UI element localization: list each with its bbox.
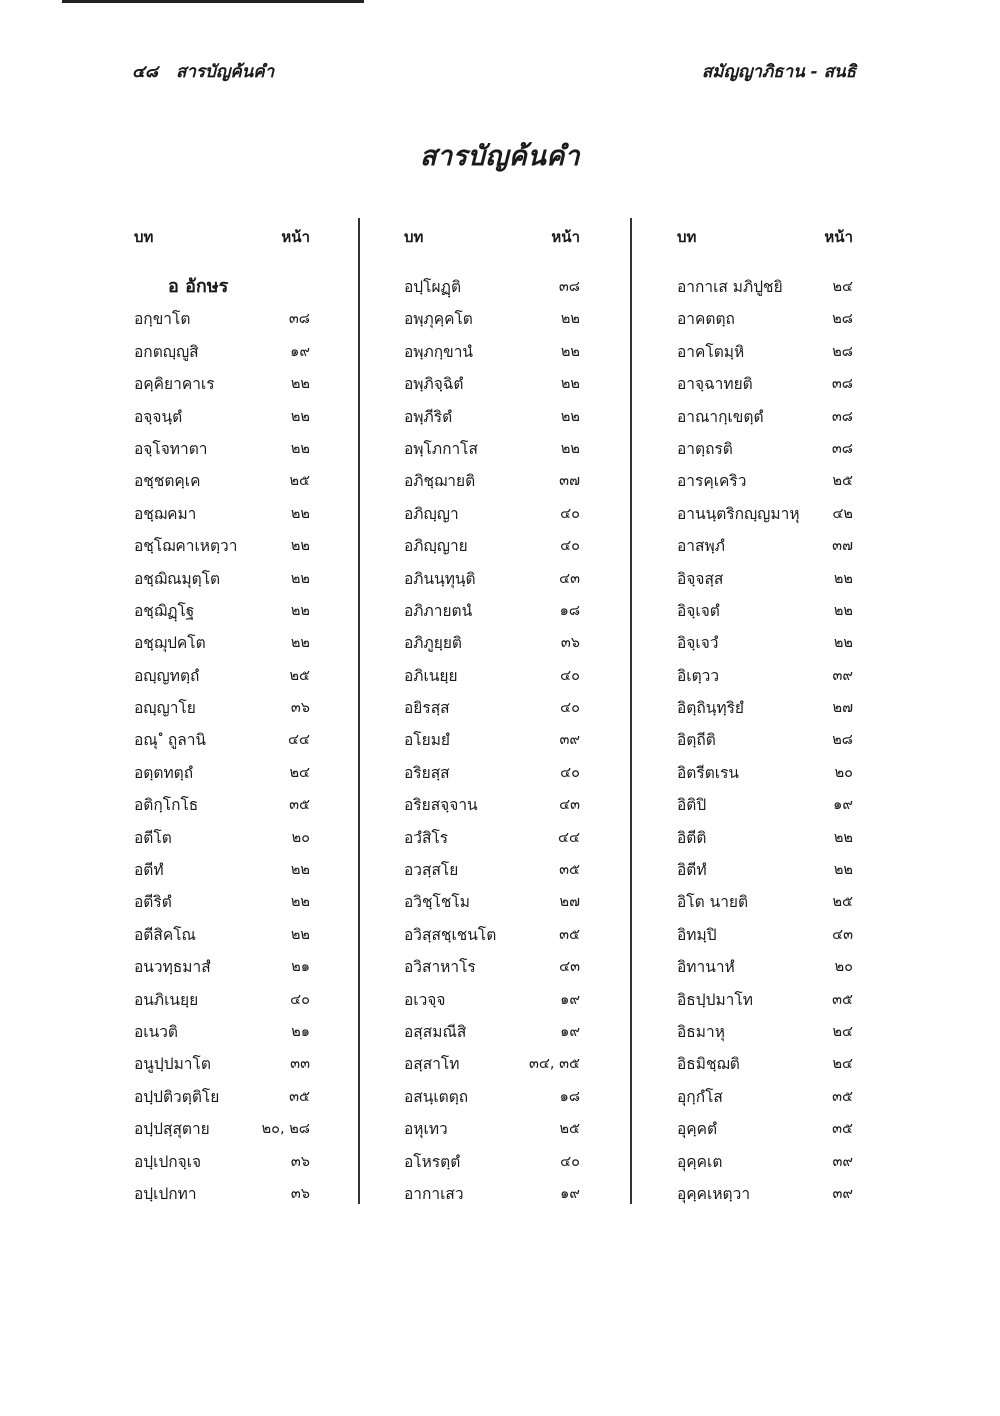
entry-term: อิตีทํ [677,861,707,880]
index-entry [134,595,310,627]
entry-term: อริยสจฺจาน [404,796,478,815]
entry-page: ๔๐ [560,1153,580,1170]
entry-page: ๒๔ [832,1056,853,1073]
column-header-term: บท [677,228,697,246]
entry-term: อุคฺคตํ [677,1120,718,1139]
index-entry [404,433,580,465]
index-entry [404,1048,580,1080]
entry-page: ๒๒ [560,311,580,328]
entry-term: อิทมฺปิ [677,925,717,944]
entry-page: ๓๘ [558,279,580,295]
entry-page: ๒๒ [290,570,310,587]
index-column-2 [404,225,580,1210]
index-entry [677,368,853,400]
index-entry [404,1113,580,1145]
section-heading [134,271,310,303]
entry-page: ๒๒ [560,376,580,393]
entry-term: อิตีติ [677,828,707,847]
index-entry [404,498,580,530]
entry-page: ๒๒ [290,408,310,425]
entry-term: อเวจฺจ [404,990,446,1009]
index-entry [677,757,853,789]
index-entry [134,757,310,789]
index-entry [134,886,310,918]
index-entry [677,303,853,335]
index-entry [677,498,853,530]
index-entry [134,692,310,724]
entry-page: ๒๐ [834,764,853,781]
index-entry [404,1016,580,1048]
index-entry [677,919,853,951]
index-entry [404,368,580,400]
entry-term: อนูปฺปมาโต [134,1055,211,1074]
entry-page: ๒๒ [833,635,853,652]
index-entry [134,660,310,692]
index-entry [404,822,580,854]
entry-page: ๓๙ [832,1153,853,1170]
entry-page: ๒๔ [832,1023,853,1040]
index-entry [677,692,853,724]
entry-page: ๑๙ [290,343,310,360]
entry-term: อวสฺสโย [404,861,459,880]
entry-term: อติกฺโกโธ [134,796,199,815]
entry-page: ๒๔ [832,279,853,295]
entry-term: อณุ ํ ถูลานิ [134,731,207,750]
entry-term: อุคฺคเต [677,1152,723,1171]
entry-page: ๒๒ [290,862,310,879]
entry-term: อาคตตฺถ [677,310,735,329]
entry-term: อพฺภีริตํ [404,407,453,426]
entry-term: อสนฺเตตฺถ [404,1087,469,1106]
running-header-left-title: สารบัญค้นคำ [175,62,275,82]
index-entry [134,789,310,821]
entry-page: ๒๒ [290,602,310,619]
entry-term: อจฺโจทาตา [134,439,208,458]
entry-list [134,271,310,1210]
column-header-term: บท [404,228,424,246]
running-header [132,58,856,88]
index-entry [134,336,310,368]
entry-page: ๒๒ [833,602,853,619]
entry-term: อุกฺกํโส [677,1087,723,1106]
index-entry [677,530,853,562]
entry-term: อิติปิ [677,796,707,815]
index-entry [134,822,310,854]
index-entry [134,303,310,335]
entry-term: อิธมิชฺฌติ [677,1055,740,1074]
entry-page: ๓๖ [560,635,580,652]
entry-term: อสฺสมณีสิ [404,1022,467,1041]
entry-page: ๑๙ [560,1023,580,1040]
entry-page: ๑๘ [559,1088,580,1105]
index-entry [677,854,853,886]
entry-page: ๓๗ [559,473,580,490]
index-entry [134,854,310,886]
index-column-3 [677,225,853,1210]
index-entry [677,465,853,497]
index-entry [134,1178,310,1210]
entry-page: ๔๓ [559,570,580,587]
entry-page: ๒๗ [559,894,580,911]
entry-term: อพฺภุคฺคโต [404,310,473,329]
index-entry [677,1113,853,1145]
index-entry [677,433,853,465]
index-entry [404,401,580,433]
index-entry [677,336,853,368]
entry-page: ๑๙ [560,1185,580,1202]
index-entry [404,789,580,821]
entry-term: อภิภูยฺยติ [404,634,462,653]
entry-term: อจฺจนฺตํ [134,407,183,426]
index-column-1 [134,225,310,1210]
entry-term: อิตฺถินฺทฺริยํ [677,699,744,718]
entry-term: อโยมยํ [404,731,451,750]
entry-term: อสฺสาโท [404,1055,460,1074]
index-entry [677,1081,853,1113]
entry-page: ๒๗ [832,700,853,717]
index-entry [677,1016,853,1048]
index-entry [677,595,853,627]
entry-term: อิเตฺวว [677,666,720,685]
index-entry [404,951,580,983]
entry-page: ๑๙ [833,797,853,814]
entry-page: ๓๙ [832,667,853,684]
entry-term: อภิภายตนํ [404,601,473,620]
column-header-page: หน้า [824,228,853,246]
entry-term: อตีทํ [134,861,164,880]
index-entry [677,401,853,433]
entry-term: อยิรสฺส [404,699,450,718]
index-entry [677,951,853,983]
entry-term: อชฺฌคมา [134,504,197,523]
entry-term: อาสพฺภํ [677,537,725,556]
index-entry [404,1081,580,1113]
index-entry [404,886,580,918]
entry-page: ๒๒ [833,862,853,879]
entry-page: ๒๐, ๒๘ [261,1121,310,1138]
page-number: ๔๘ [132,62,158,82]
entry-term: อิโต นายติ [677,893,749,912]
index-entry [404,692,580,724]
entry-page: ๓๕ [289,797,310,814]
column-header [677,225,853,249]
index-entry [404,627,580,659]
entry-term: อารคฺเคริว [677,472,747,491]
entry-term: อิจฺเจวํ [677,634,719,653]
entry-page: ๓๖ [290,1153,310,1170]
entry-page: ๔๐ [560,667,580,684]
entry-page: ๔๒ [832,505,853,522]
index-entry [677,724,853,756]
entry-term: อกตญฺญูสิ [134,342,199,361]
index-entry [404,595,580,627]
entry-page: ๓๙ [832,1185,853,1202]
index-entry [134,1146,310,1178]
entry-page: ๒๘ [832,311,853,328]
entry-page: ๓๕ [289,1088,310,1105]
entry-page: ๓๖ [290,700,310,717]
index-entry [677,1178,853,1210]
entry-term: อชฺฌิฏฺโฐ [134,601,195,620]
entry-term: อตฺตทตฺถํ [134,763,194,782]
entry-page: ๒๒ [290,538,310,555]
entry-page: ๓๙ [559,732,580,749]
index-entry [677,886,853,918]
entry-page: ๒๘ [832,343,853,360]
entry-term: อิจฺจสฺส [677,569,724,588]
entry-term: อหุเทว [404,1120,448,1139]
entry-page: ๒๒ [833,570,853,587]
entry-term: อิธมาหุ [677,1022,725,1041]
entry-term: อชฺชตคฺเค [134,472,201,491]
entry-page: ๓๓ [290,1056,310,1073]
index-entry [134,627,310,659]
entry-term: อชฺฌิณมุตฺโต [134,569,221,588]
entry-term: อญฺญาโย [134,699,196,718]
entry-page: ๒๑ [291,959,310,976]
entry-page: ๒๒ [560,440,580,457]
entry-term: อาตฺถรติ [677,439,733,458]
entry-list [404,271,580,1210]
index-entry [677,660,853,692]
entry-page: ๓๘ [831,440,853,457]
entry-term: อปฺปสฺสุตาย [134,1120,210,1139]
entry-page: ๒๒ [833,829,853,846]
entry-page: ๓๕ [559,926,580,943]
index-entry [404,1178,580,1210]
entry-term: อกฺขาโต [134,310,191,329]
entry-page: ๒๒ [290,505,310,522]
entry-page: ๓๕ [832,991,853,1008]
column-header-page: หน้า [551,228,580,246]
entry-term: อวิชฺโชโม [404,893,470,912]
running-header-right-title: สมัญญาภิธาน - สนธิ [701,62,856,82]
entry-term: อาจฺฉาทยติ [677,375,753,394]
entry-term: อพฺภิจฺฉิตํ [404,375,464,394]
entry-term: อตีริตํ [134,893,172,912]
entry-term: อภิญฺญาย [404,537,468,556]
entry-page: ๓๕ [832,1121,853,1138]
entry-page: ๒๕ [832,473,853,490]
entry-page: ๔๐ [560,538,580,555]
entry-term: อากาเส มภิปูชยิ [677,278,783,296]
entry-page: ๓๘ [288,311,310,328]
entry-page: ๓๕ [559,862,580,879]
entry-page: ๒๒ [560,408,580,425]
index-entry [404,724,580,756]
column-header [134,225,310,249]
entry-page: ๔๓ [559,797,580,814]
entry-page: ๔๐ [560,700,580,717]
index-entry [134,1048,310,1080]
entry-term: อิตฺถีติ [677,731,716,750]
entry-page: ๒๒ [290,635,310,652]
entry-page: ๒๕ [832,894,853,911]
index-entry [677,984,853,1016]
entry-term: อชฺฌุปคโต [134,634,206,653]
index-entry [134,919,310,951]
entry-term: อปฺเปกจฺเจ [134,1152,202,1171]
column-header-term: บท [134,228,154,246]
index-entry [134,401,310,433]
column-header-page: หน้า [281,228,310,246]
entry-page: ๒๒ [560,343,580,360]
index-entry [404,919,580,951]
entry-term: อตีโต [134,828,172,847]
entry-term: อคฺคิยาคาเร [134,375,215,394]
index-entry [404,1146,580,1178]
entry-page: ๔๐ [290,991,310,1008]
index-entry [134,433,310,465]
entry-page: ๒๒ [290,926,310,943]
entry-page: ๒๐ [291,829,310,846]
entry-page: ๓๔, ๓๕ [529,1056,580,1073]
entry-term: อปฺโผฏฺติ [404,278,462,296]
index-entry [404,854,580,886]
entry-term: อภินนฺทุนฺติ [404,569,476,588]
entry-page: ๓๘ [831,376,853,393]
entry-page: ๔๔ [558,829,580,846]
entry-term: อชฺโฌคาเหตฺวา [134,537,238,556]
index-entry [677,1146,853,1178]
entry-page: ๓๗ [832,538,853,555]
entry-page: ๒๔ [289,764,310,781]
entry-page: ๒๒ [290,376,310,393]
entry-page: ๑๙ [560,991,580,1008]
index-entry [404,271,580,303]
entry-page: ๒๘ [832,732,853,749]
index-entry [134,563,310,595]
entry-page: ๔๐ [560,764,580,781]
top-rule [62,0,364,3]
entry-page: ๔๔ [288,732,310,749]
entry-term: อิตรีตเรน [677,763,739,782]
entry-page: ๒๐ [834,959,853,976]
entry-page: ๓๖ [290,1185,310,1202]
entry-term: อิธปฺปมาโท [677,990,753,1009]
index-entry [134,498,310,530]
column-divider [630,218,632,1204]
index-entry [134,724,310,756]
index-entry [404,465,580,497]
index-entry [134,1081,310,1113]
index-entry [677,1048,853,1080]
entry-term: อภิญฺญา [404,504,459,523]
index-entry [404,303,580,335]
entry-term: อานนฺตริกญฺญมาหุ [677,504,800,523]
entry-page: ๓๕ [832,1088,853,1105]
index-entry [134,530,310,562]
entry-term: อิจฺเจตํ [677,601,720,620]
page-title: สารบัญค้นคำ [419,141,581,172]
entry-term: อวํสิโร [404,828,449,847]
entry-term: อนวทฺธมาสํ [134,958,211,977]
entry-term: อญฺญทตฺถํ [134,666,200,685]
index-entry [677,563,853,595]
entry-term: อโหรตฺตํ [404,1152,461,1171]
entry-page: ๒๑ [291,1023,310,1040]
entry-term: อริยสฺส [404,763,450,782]
section-heading-label: อ อักษร [168,276,229,297]
index-entry [404,336,580,368]
index-entry [134,1113,310,1145]
index-entry [677,822,853,854]
entry-term: อตีสิคโณ [134,925,196,944]
entry-term: อวิสฺสชฺเชนโต [404,925,497,944]
index-entry [134,951,310,983]
entry-page: ๔๓ [559,959,580,976]
entry-term: อาคโตมฺหิ [677,342,745,361]
entry-term: อนภิเนยฺย [134,990,199,1009]
entry-page: ๒๕ [289,473,310,490]
index-entry [404,757,580,789]
entry-page: ๒๕ [289,667,310,684]
index-entry [677,627,853,659]
index-entry [134,465,310,497]
index-entry [134,368,310,400]
entry-term: อภิเนยฺย [404,666,458,685]
entry-term: อพฺโภกาโส [404,439,478,458]
entry-term: อวิสาหาโร [404,958,476,977]
entry-page: ๒๒ [290,440,310,457]
index-entry [677,271,853,303]
entry-term: อาณากฺเขตฺตํ [677,407,764,426]
entry-list [677,271,853,1210]
entry-term: อเนวติ [134,1022,178,1041]
running-header-left [132,58,274,85]
entry-term: อากาเสว [404,1184,464,1203]
entry-page: ๓๘ [831,408,853,425]
index-entry [404,984,580,1016]
entry-page: ๒๕ [559,1121,580,1138]
entry-term: อปฺปติวตฺติโย [134,1087,220,1106]
entry-page: ๑๘ [559,602,580,619]
column-divider [358,218,360,1204]
index-entry [134,984,310,1016]
entry-term: อพฺภกฺขานํ [404,342,474,361]
index-entry [134,1016,310,1048]
entry-term: อุคฺคเหตฺวา [677,1184,751,1203]
column-header [404,225,580,249]
entry-page: ๔๓ [832,926,853,943]
index-entry [404,660,580,692]
index-entry [677,789,853,821]
entry-term: อปฺเปกทา [134,1184,197,1203]
entry-term: อิทานาหํ [677,958,735,977]
index-entry [404,530,580,562]
entry-page: ๒๒ [290,894,310,911]
entry-term: อภิชฺฌายติ [404,472,476,491]
index-entry [404,563,580,595]
entry-page: ๔๐ [560,505,580,522]
